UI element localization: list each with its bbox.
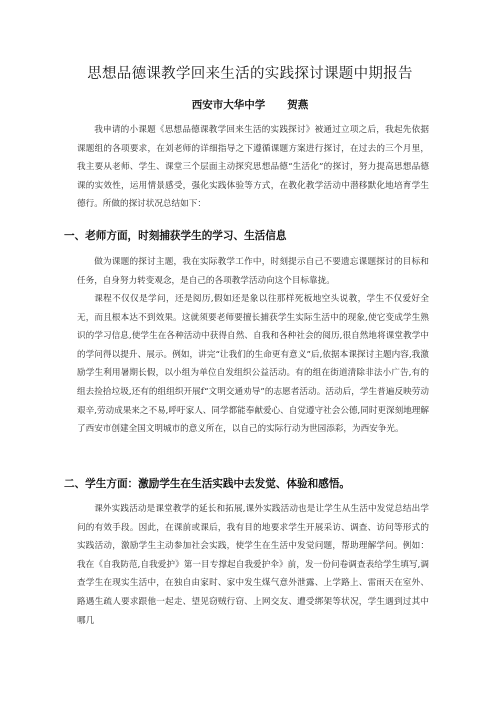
document-title: 思想品德课教学回来生活的实践探讨课题中期报告 [87, 66, 413, 82]
author-name: 贺燕 [287, 99, 309, 111]
intro-paragraph: 我申请的小课题《思想品德课教学回来生活的实践探讨》被通过立项之后，我起先依据课题组的各项要求，在刘老师的详细指导之下遵循课题方案进行探讨，在过去的三个月里，我主要从老师、学生、课堂三个层面主动探究思想品德“生活化”的探讨，努力提高思想品德课的实效性，运用情景感受，强化实践体验等方式，在教化教学活动中潜移默化地培育学生德行。所做的探讨状况总结如下： [77, 125, 429, 210]
section-2-paragraph-1: 课外实践活动是课堂教学的延长和拓展,课外实践活动也是让学生从生活中发觉总结出学问的有效手段。因此，在课前或课后，我有目的地要求学生开展采访、调查、访问等形式的实践活动，激励学生主动参加社会实践，使学生在生活中发觉问题，帮助理解学问。例如：我在《自我防范,自我爱护》第一目专撑起自我爱护伞》前，发一份问卷调查表给学生填写,调查学生在现实生活中，在独自由家时、家中发生煤气意外泄露、上学路上、雷雨天在室外、路遇生疏人要求跟他一起走、望见窃贼行窃、上网交友、遭受绑架等状况，学生遇到过其中哪几 [77, 504, 429, 626]
school-name: 西安市大华中学 [191, 99, 266, 111]
section-1-heading: 一、老师方面，时刻捕获学生的学习、生活信息 [64, 230, 287, 242]
section-1-paragraph-1: 做为课题的探讨主题，我在实际教学工作中，时刻提示自己不要遗忘课题探讨的目标和任务，自身努力转变观念，是自己的各项教学活动向这个目标靠拢。 [77, 257, 429, 286]
section-2-heading: 二、学生方面：激励学生在生活实践中去发觉、体验和感悟。 [64, 478, 351, 490]
author-line [0, 97, 500, 112]
section-1-paragraph-2: 课程不仅仅是学问，还是阅历,假如还是象以往那样死板地空头说教，学生不仅爱好全无，而且根本达不到效果。这就须要老师要擅长捕获学生实际生活中的现象,使它变成学生熟识的学习信息,使学生在各种活动中获得自然、自我和各种社会的阅历,很自然地将课堂教学中的学问得以提升、展示。例如，讲完“让我们的生命更有意义”后,依据本课探讨主题内容,我激励学生利用暑期长假，以小组为单位自发组织公益活动。有的组在街道清除非法小广告,有的组去捡拾垃圾,还有的组组织开展f“文明交通劝导”的志愿者活动。活动后，学生普遍反映劳动艰辛,劳动成果来之不易,呼吁家人、同学都能奉献爱心、自觉遵守社会公德,同时更深刻地理解了西安市创建全国文明城市的意义所在，以自己的实际行动为世园添彩，为西安争光。 [77, 294, 429, 435]
